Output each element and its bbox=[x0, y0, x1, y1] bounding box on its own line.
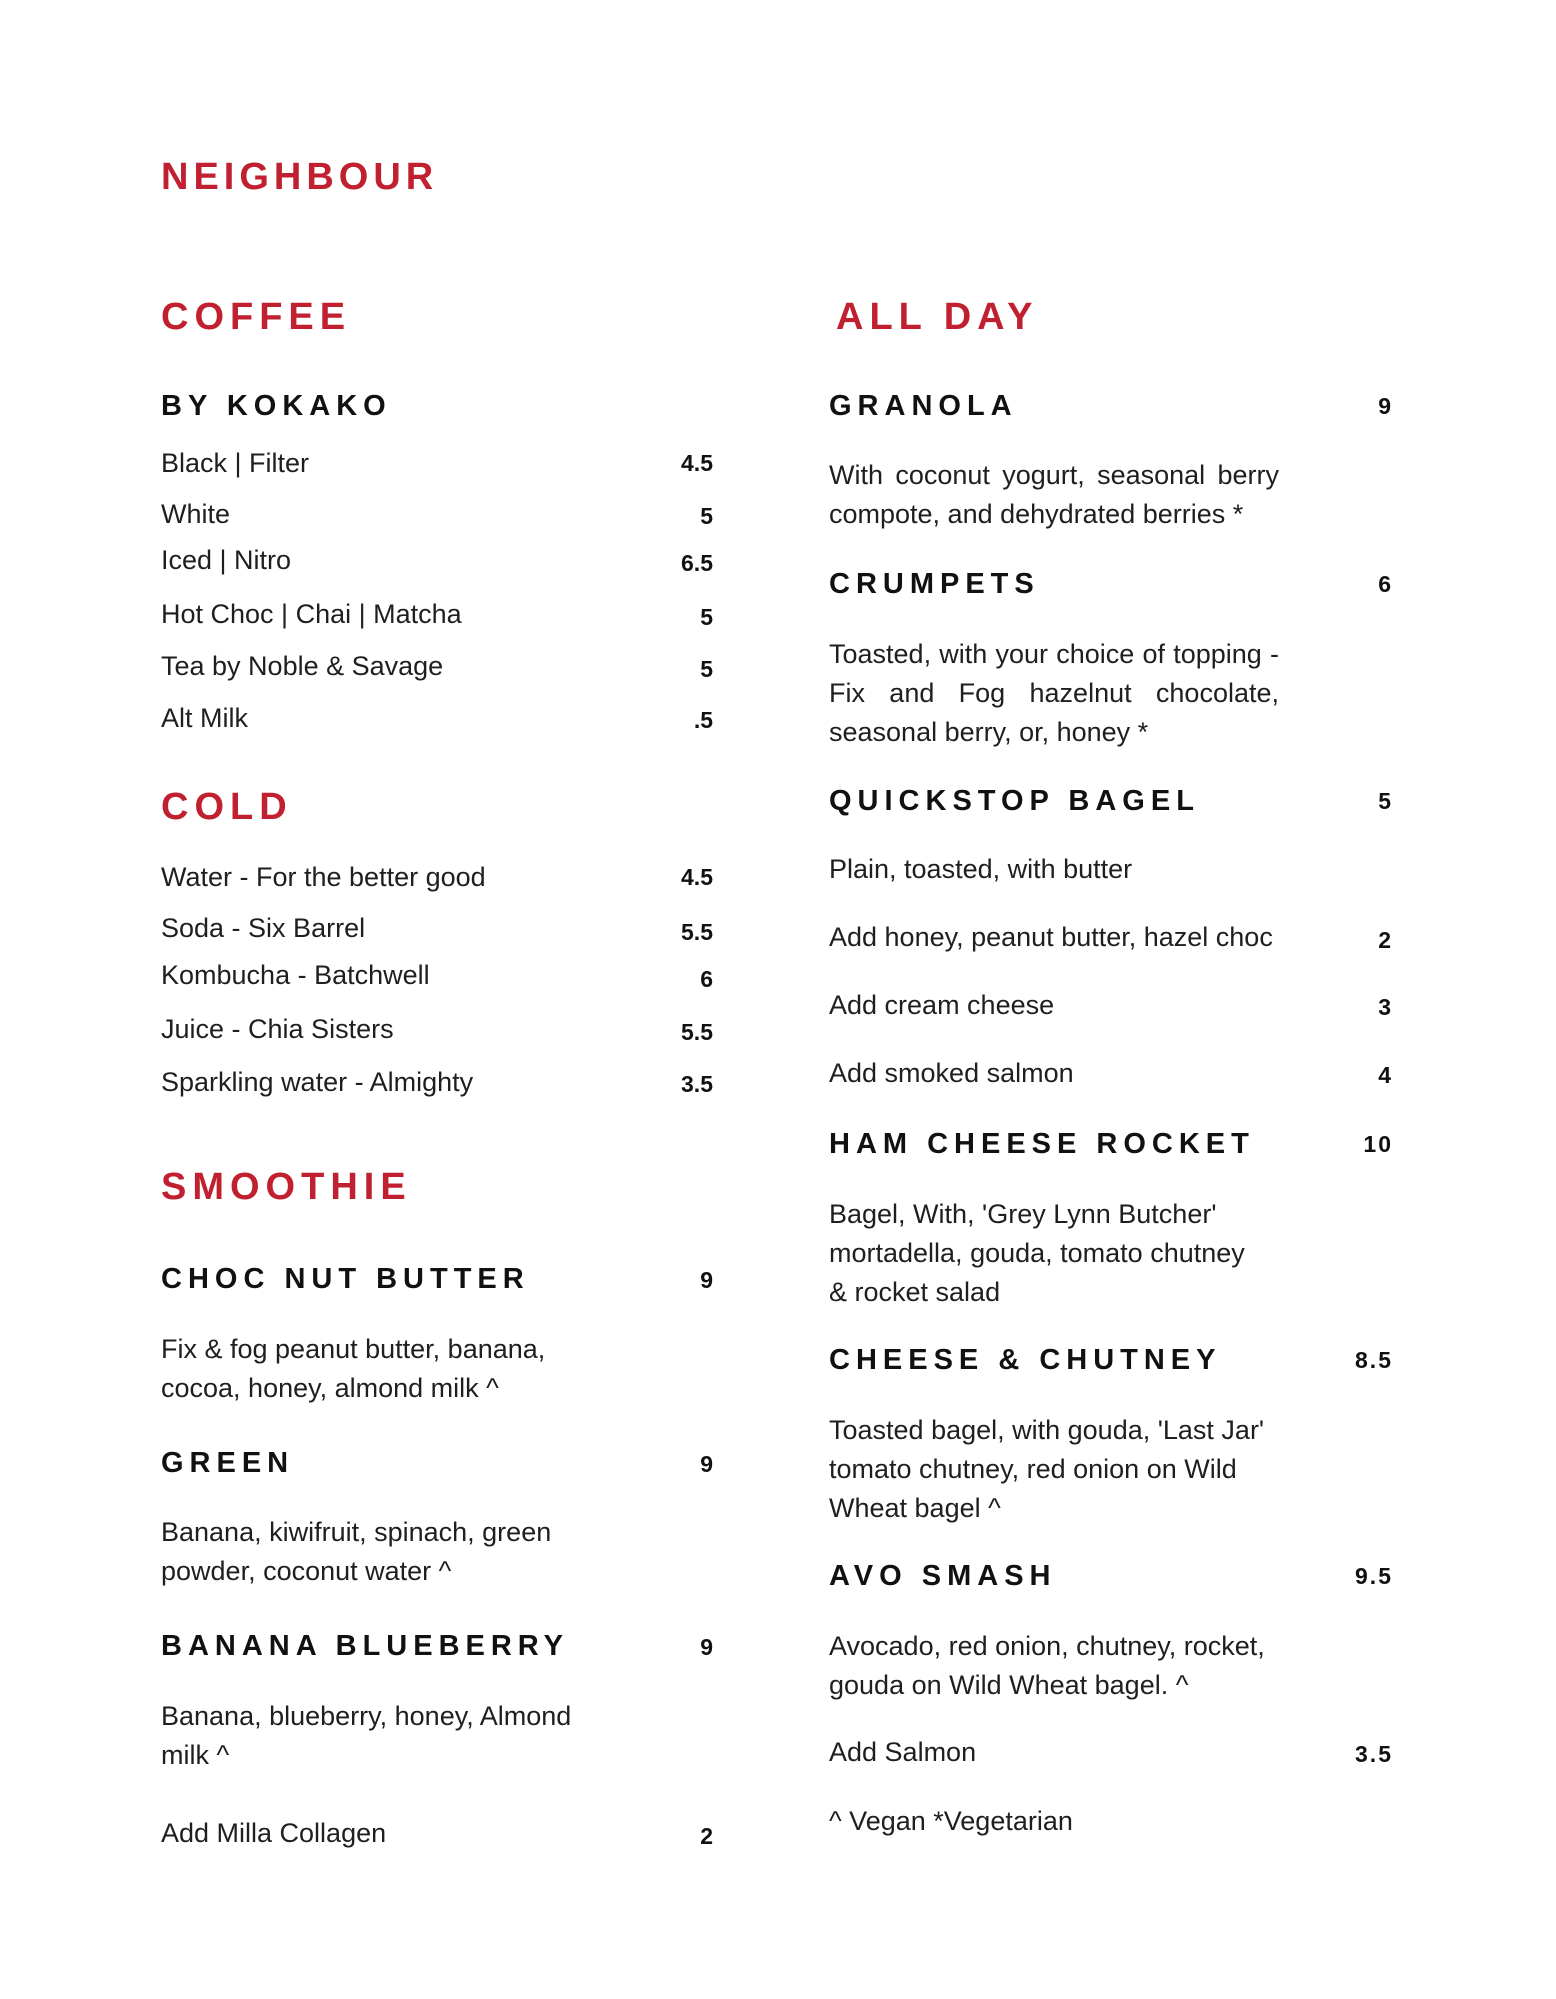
addon-price: 4 bbox=[1378, 1062, 1393, 1088]
dish-title: AVO SMASH bbox=[829, 1560, 1057, 1592]
dish-price: 6 bbox=[1378, 571, 1393, 597]
coffee-subtitle: BY KOKAKO bbox=[161, 390, 392, 422]
menu-item-name: Kombucha - Batchwell bbox=[161, 960, 430, 990]
addon-name: Add cream cheese bbox=[829, 990, 1055, 1020]
menu-item-name: Iced | Nitro bbox=[161, 545, 292, 575]
dish-description: Toasted, with your choice of topping - Fix and Fog hazelnut chocolate, seasonal berry, or, honey * bbox=[829, 639, 1279, 747]
menu-item-price: .5 bbox=[693, 707, 713, 733]
section-title-all-day: ALL DAY bbox=[836, 296, 1039, 338]
menu-item-price: 5 bbox=[700, 604, 713, 630]
dish-price: 8.5 bbox=[1355, 1347, 1393, 1373]
menu-item-price: 4.5 bbox=[681, 864, 713, 890]
menu-item-price: 5.5 bbox=[681, 1019, 713, 1045]
section-title-cold: COLD bbox=[161, 786, 293, 828]
menu-item-name: White bbox=[161, 499, 231, 529]
menu-item-name: Juice - Chia Sisters bbox=[161, 1014, 394, 1044]
dish-title: CRUMPETS bbox=[829, 568, 1040, 600]
dish-price: 5 bbox=[1378, 788, 1393, 814]
menu-item-name: Tea by Noble & Savage bbox=[161, 651, 444, 681]
menu-item-price: 4.5 bbox=[681, 450, 713, 476]
menu-item-price: 5 bbox=[700, 503, 713, 529]
menu-item-price: 3.5 bbox=[681, 1071, 713, 1097]
addon-name: Add honey, peanut butter, hazel choc bbox=[829, 922, 1273, 952]
menu-item-price: 6 bbox=[700, 966, 713, 992]
dish-price: 9 bbox=[700, 1451, 713, 1477]
dish-title: QUICKSTOP BAGEL bbox=[829, 785, 1200, 817]
menu-item-name: Black | Filter bbox=[161, 448, 310, 478]
section-title-smoothie: SMOOTHIE bbox=[161, 1166, 412, 1208]
addon-price: 3.5 bbox=[1355, 1741, 1393, 1767]
dish-title: HAM CHEESE ROCKET bbox=[829, 1128, 1255, 1160]
addon-price: 3 bbox=[1378, 994, 1393, 1020]
dish-title: BANANA BLUEBERRY bbox=[161, 1630, 570, 1662]
dish-title: GREEN bbox=[161, 1447, 295, 1479]
dish-description: Fix & fog peanut butter, banana, cocoa, honey, almond milk ^ bbox=[161, 1334, 546, 1403]
dish-price: 9 bbox=[700, 1634, 713, 1660]
menu-item-price: 5 bbox=[700, 656, 713, 682]
menu-item-name: Alt Milk bbox=[161, 703, 248, 733]
dish-price: 9.5 bbox=[1355, 1563, 1393, 1589]
dish-description: Bagel, With, 'Grey Lynn Butcher' mortadella, gouda, tomato chutney & rocket salad bbox=[829, 1199, 1245, 1307]
dish-description: With coconut yogurt, seasonal berry compote, and dehydrated berries * bbox=[829, 460, 1279, 529]
dish-title: CHEESE & CHUTNEY bbox=[829, 1344, 1222, 1376]
menu-item-price: 5.5 bbox=[681, 919, 713, 945]
dish-description: Banana, kiwifruit, spinach, green powder, coconut water ^ bbox=[161, 1517, 552, 1586]
addon-name: Add smoked salmon bbox=[829, 1058, 1074, 1088]
brand-title: NEIGHBOUR bbox=[161, 156, 439, 198]
menu-item-name: Soda - Six Barrel bbox=[161, 913, 366, 943]
dish-price: 9 bbox=[700, 1267, 713, 1293]
menu-item-price: 6.5 bbox=[681, 550, 713, 576]
addon-name: Add Milla Collagen bbox=[161, 1818, 387, 1848]
menu-item-name: Water - For the better good bbox=[161, 862, 486, 892]
dish-description: Toasted bagel, with gouda, 'Last Jar' tomato chutney, red onion on Wild Wheat bagel ^ bbox=[829, 1415, 1265, 1523]
section-title-coffee: COFFEE bbox=[161, 296, 352, 338]
dish-description: Avocado, red onion, chutney, rocket, gouda on Wild Wheat bagel. ^ bbox=[829, 1631, 1265, 1700]
dish-title: GRANOLA bbox=[829, 390, 1018, 422]
addon-price: 2 bbox=[700, 1823, 713, 1849]
menu-item-name: Sparkling water - Almighty bbox=[161, 1067, 474, 1097]
dish-title: CHOC NUT BUTTER bbox=[161, 1263, 530, 1295]
addon-name: Add Salmon bbox=[829, 1737, 977, 1767]
dish-price: 9 bbox=[1378, 393, 1393, 419]
dish-description: Plain, toasted, with butter bbox=[829, 854, 1133, 884]
addon-price: 2 bbox=[1378, 927, 1393, 953]
dietary-legend: ^ Vegan *Vegetarian bbox=[829, 1806, 1073, 1836]
dish-price: 10 bbox=[1363, 1131, 1393, 1157]
menu-item-name: Hot Choc | Chai | Matcha bbox=[161, 599, 462, 629]
dish-description: Banana, blueberry, honey, Almond milk ^ bbox=[161, 1701, 572, 1770]
